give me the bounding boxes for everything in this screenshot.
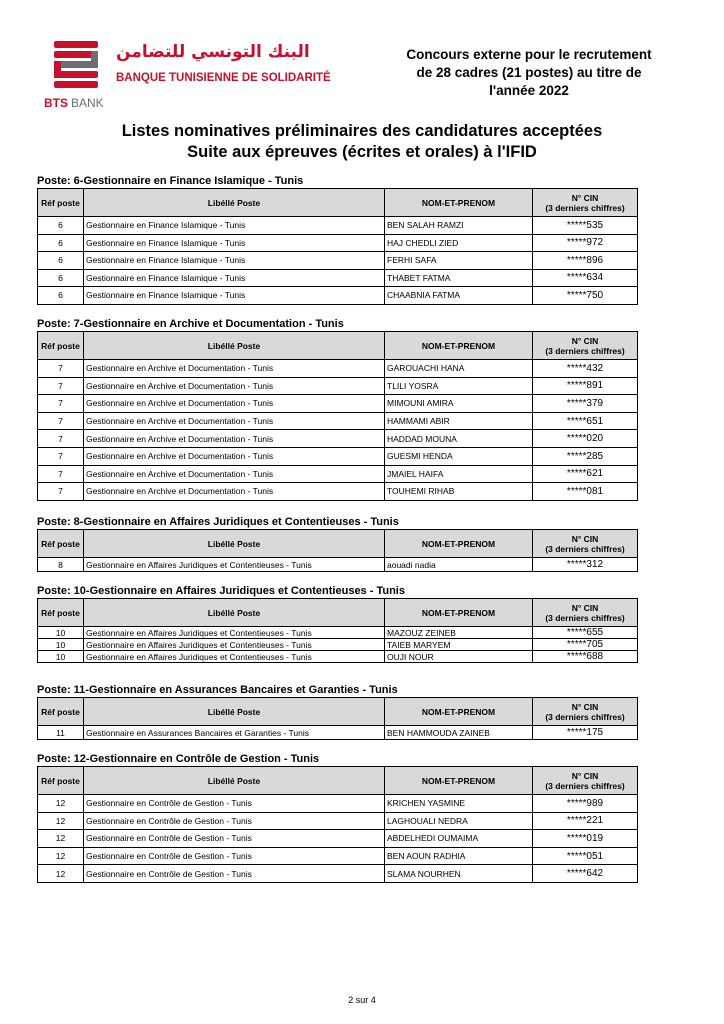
cell-ref-poste: 12: [38, 847, 84, 865]
candidates-table: [37, 697, 638, 740]
column-header-cin-line-1: N° CIN: [571, 533, 599, 544]
cell-cin: *****432: [533, 360, 638, 378]
candidates-table: [37, 188, 638, 305]
column-header-cin-line-2: (3 derniers chiffres): [545, 612, 625, 623]
column-header-libelle: Libéllé Poste: [84, 767, 385, 795]
cell-libelle-poste: Gestionnaire en Assurances Bancaires et Garanties - Tunis: [84, 726, 385, 740]
cell-nom-prenom: CHAABNIA FATMA: [385, 287, 533, 305]
poste-title: Poste: 10-Gestionnaire en Affaires Juridiques et Contentieuses - Tunis: [37, 585, 405, 597]
column-header-libelle: Libéllé Poste: [84, 332, 385, 360]
column-header-cin: [533, 189, 638, 217]
column-header-cin: [533, 599, 638, 627]
cell-cin: *****020: [533, 430, 638, 448]
cell-nom-prenom: LAGHOUALI NEDRA: [385, 812, 533, 830]
cell-cin: *****312: [533, 558, 638, 572]
cell-libelle-poste: Gestionnaire en Finance Islamique - Tunis: [84, 287, 385, 305]
column-header-cin: [533, 698, 638, 726]
column-header-ref: Réf poste: [38, 599, 84, 627]
cell-cin: *****081: [533, 483, 638, 501]
concours-line-1: Concours externe pour le recrutement: [406, 47, 652, 62]
column-header-ref: Réf poste: [38, 189, 84, 217]
table-row: [38, 377, 638, 395]
cell-cin: *****750: [533, 287, 638, 305]
table-row: [38, 269, 638, 287]
table-row: [38, 795, 638, 813]
column-header-nom: NOM-ET-PRENOM: [385, 599, 533, 627]
cell-cin: *****019: [533, 830, 638, 848]
column-header-libelle: Libéllé Poste: [84, 698, 385, 726]
poste-title: Poste: 6-Gestionnaire en Finance Islamique - Tunis: [37, 175, 304, 187]
table-row: [38, 412, 638, 430]
cell-libelle-poste: Gestionnaire en Finance Islamique - Tunis: [84, 234, 385, 252]
cell-ref-poste: 12: [38, 830, 84, 848]
poste-section: [37, 174, 637, 305]
cell-nom-prenom: GUESMI HENDA: [385, 447, 533, 465]
cell-nom-prenom: KRICHEN YASMINE: [385, 795, 533, 813]
cell-libelle-poste: Gestionnaire en Archive et Documentation - Tunis: [84, 360, 385, 378]
cell-nom-prenom: TAIEB MARYEM: [385, 639, 533, 651]
cell-ref-poste: 7: [38, 447, 84, 465]
candidates-table: [37, 529, 638, 572]
table-row: [38, 830, 638, 848]
page-number: 2 sur 4: [348, 995, 376, 1005]
cell-nom-prenom: SLAMA NOURHEN: [385, 865, 533, 883]
column-header-cin: [533, 530, 638, 558]
logo-bts-bank: [44, 96, 104, 110]
table-row: [38, 812, 638, 830]
column-header-cin-line-2: (3 derniers chiffres): [545, 543, 625, 554]
table-row: [38, 639, 638, 651]
table-row: [38, 483, 638, 501]
table-row: [38, 627, 638, 639]
poste-title: Poste: 8-Gestionnaire en Affaires Juridiques et Contentieuses - Tunis: [37, 516, 399, 528]
document-title-line-1: Listes nominatives préliminaires des candidatures acceptées: [121, 122, 603, 140]
cell-cin: *****989: [533, 795, 638, 813]
cell-cin: *****379: [533, 395, 638, 413]
column-header-libelle: Libéllé Poste: [84, 189, 385, 217]
table-row: [38, 447, 638, 465]
cell-nom-prenom: HADDAD MOUNA: [385, 430, 533, 448]
cell-libelle-poste: Gestionnaire en Affaires Juridiques et Contentieuses - Tunis: [84, 558, 385, 572]
column-header-cin-line-1: N° CIN: [571, 602, 599, 613]
cell-libelle-poste: Gestionnaire en Contrôle de Gestion - Tunis: [84, 812, 385, 830]
table-row: [38, 234, 638, 252]
cell-cin: *****896: [533, 252, 638, 270]
poste-title: Poste: 12-Gestionnaire en Contrôle de Gestion - Tunis: [37, 753, 320, 765]
cell-cin: *****655: [533, 627, 638, 639]
cell-ref-poste: 7: [38, 430, 84, 448]
table-row: [38, 465, 638, 483]
table-row: [38, 287, 638, 305]
cell-ref-poste: 6: [38, 287, 84, 305]
cell-libelle-poste: Gestionnaire en Archive et Documentation - Tunis: [84, 377, 385, 395]
table-row: [38, 651, 638, 663]
column-header-ref: Réf poste: [38, 767, 84, 795]
cell-cin: *****634: [533, 269, 638, 287]
cell-nom-prenom: MAZOUZ ZEINEB: [385, 627, 533, 639]
cell-cin: *****285: [533, 447, 638, 465]
cell-ref-poste: 10: [38, 651, 84, 663]
cell-libelle-poste: Gestionnaire en Archive et Documentation - Tunis: [84, 483, 385, 501]
cell-cin: *****621: [533, 465, 638, 483]
table-row: [38, 430, 638, 448]
cell-libelle-poste: Gestionnaire en Archive et Documentation - Tunis: [84, 412, 385, 430]
table-row: [38, 360, 638, 378]
cell-nom-prenom: aouadi nadia: [385, 558, 533, 572]
cell-nom-prenom: OUJI NOUR: [385, 651, 533, 663]
table-header-row: [38, 767, 638, 795]
logo-arabic-text: البنك التونسي للتضامن: [116, 42, 310, 62]
cell-nom-prenom: BEN SALAH RAMZI: [385, 217, 533, 235]
candidates-table: [37, 598, 638, 663]
cell-libelle-poste: Gestionnaire en Contrôle de Gestion - Tunis: [84, 830, 385, 848]
cell-nom-prenom: JMAIEL HAIFA: [385, 465, 533, 483]
cell-cin: *****651: [533, 412, 638, 430]
column-header-cin-line-2: (3 derniers chiffres): [545, 345, 625, 356]
cell-libelle-poste: Gestionnaire en Affaires Juridiques et Contentieuses - Tunis: [84, 639, 385, 651]
column-header-nom: NOM-ET-PRENOM: [385, 698, 533, 726]
cell-libelle-poste: Gestionnaire en Archive et Documentation - Tunis: [84, 395, 385, 413]
cell-libelle-poste: Gestionnaire en Archive et Documentation - Tunis: [84, 430, 385, 448]
cell-ref-poste: 7: [38, 377, 84, 395]
cell-ref-poste: 10: [38, 639, 84, 651]
concours-heading: [378, 46, 680, 100]
cell-libelle-poste: Gestionnaire en Archive et Documentation - Tunis: [84, 447, 385, 465]
column-header-ref: Réf poste: [38, 332, 84, 360]
table-row: [38, 217, 638, 235]
cell-cin: *****705: [533, 639, 638, 651]
document-title-line-2: Suite aux épreuves (écrites et orales) à l'IFID: [187, 143, 537, 161]
cell-ref-poste: 7: [38, 360, 84, 378]
logo-bank-text: BANK: [71, 96, 104, 110]
column-header-ref: Réf poste: [38, 530, 84, 558]
column-header-nom: NOM-ET-PRENOM: [385, 767, 533, 795]
logo-bts-text: BTS: [44, 96, 68, 110]
poste-title: Poste: 11-Gestionnaire en Assurances Bancaires et Garanties - Tunis: [37, 684, 398, 696]
table-header-row: [38, 530, 638, 558]
cell-libelle-poste: Gestionnaire en Finance Islamique - Tunis: [84, 252, 385, 270]
cell-ref-poste: 7: [38, 412, 84, 430]
cell-cin: *****051: [533, 847, 638, 865]
table-row: [38, 395, 638, 413]
cell-nom-prenom: FERHI SAFA: [385, 252, 533, 270]
cell-ref-poste: 12: [38, 865, 84, 883]
candidates-table: [37, 331, 638, 501]
column-header-cin: [533, 332, 638, 360]
cell-nom-prenom: HAJ CHEDLI ZIED: [385, 234, 533, 252]
cell-libelle-poste: Gestionnaire en Contrôle de Gestion - Tunis: [84, 795, 385, 813]
cell-cin: *****642: [533, 865, 638, 883]
poste-section: [37, 752, 637, 883]
poste-section: [37, 515, 637, 572]
cell-ref-poste: 7: [38, 465, 84, 483]
column-header-cin-line-1: N° CIN: [571, 192, 599, 203]
cell-cin: *****175: [533, 726, 638, 740]
cell-ref-poste: 6: [38, 234, 84, 252]
document-title: [0, 121, 724, 163]
table-header-row: [38, 189, 638, 217]
cell-cin: *****688: [533, 651, 638, 663]
cell-libelle-poste: Gestionnaire en Archive et Documentation - Tunis: [84, 465, 385, 483]
cell-ref-poste: 12: [38, 812, 84, 830]
cell-libelle-poste: Gestionnaire en Contrôle de Gestion - Tunis: [84, 847, 385, 865]
cell-cin: *****972: [533, 234, 638, 252]
table-header-row: [38, 599, 638, 627]
bts-logo-mark-icon: [54, 41, 98, 93]
column-header-cin-line-2: (3 derniers chiffres): [545, 780, 625, 791]
column-header-cin-line-2: (3 derniers chiffres): [545, 711, 625, 722]
cell-nom-prenom: ABDELHEDI OUMAIMA: [385, 830, 533, 848]
cell-ref-poste: 6: [38, 217, 84, 235]
poste-section: [37, 683, 637, 740]
column-header-nom: NOM-ET-PRENOM: [385, 189, 533, 217]
table-row: [38, 726, 638, 740]
cell-ref-poste: 6: [38, 252, 84, 270]
concours-line-3: l'année 2022: [489, 83, 569, 98]
cell-libelle-poste: Gestionnaire en Affaires Juridiques et Contentieuses - Tunis: [84, 651, 385, 663]
column-header-cin-line-2: (3 derniers chiffres): [545, 202, 625, 213]
cell-ref-poste: 7: [38, 483, 84, 501]
table-header-row: [38, 332, 638, 360]
cell-nom-prenom: GAROUACHI HANA: [385, 360, 533, 378]
cell-ref-poste: 6: [38, 269, 84, 287]
cell-cin: *****221: [533, 812, 638, 830]
cell-nom-prenom: HAMMAMI ABIR: [385, 412, 533, 430]
cell-ref-poste: 10: [38, 627, 84, 639]
column-header-cin: [533, 767, 638, 795]
cell-ref-poste: 8: [38, 558, 84, 572]
column-header-ref: Réf poste: [38, 698, 84, 726]
cell-nom-prenom: TLILI YOSRA: [385, 377, 533, 395]
cell-ref-poste: 11: [38, 726, 84, 740]
cell-cin: *****535: [533, 217, 638, 235]
poste-title: Poste: 7-Gestionnaire en Archive et Documentation - Tunis: [37, 318, 344, 330]
cell-libelle-poste: Gestionnaire en Affaires Juridiques et Contentieuses - Tunis: [84, 627, 385, 639]
table-header-row: [38, 698, 638, 726]
column-header-libelle: Libéllé Poste: [84, 530, 385, 558]
bts-logo: [38, 38, 338, 113]
poste-section: [37, 317, 637, 501]
cell-libelle-poste: Gestionnaire en Finance Islamique - Tunis: [84, 269, 385, 287]
table-row: [38, 847, 638, 865]
column-header-cin-line-1: N° CIN: [571, 335, 599, 346]
column-header-nom: NOM-ET-PRENOM: [385, 332, 533, 360]
concours-line-2: de 28 cadres (21 postes) au titre de: [416, 65, 642, 80]
cell-cin: *****891: [533, 377, 638, 395]
cell-nom-prenom: BEN AOUN RADHIA: [385, 847, 533, 865]
cell-libelle-poste: Gestionnaire en Contrôle de Gestion - Tunis: [84, 865, 385, 883]
table-row: [38, 865, 638, 883]
cell-nom-prenom: MIMOUNI AMIRA: [385, 395, 533, 413]
cell-nom-prenom: TOUHEMI RIHAB: [385, 483, 533, 501]
cell-ref-poste: 12: [38, 795, 84, 813]
table-row: [38, 252, 638, 270]
cell-nom-prenom: THABET FATMA: [385, 269, 533, 287]
cell-ref-poste: 7: [38, 395, 84, 413]
table-row: [38, 558, 638, 572]
column-header-cin-line-1: N° CIN: [571, 701, 599, 712]
candidates-table: [37, 766, 638, 883]
column-header-nom: NOM-ET-PRENOM: [385, 530, 533, 558]
logo-french-text: BANQUE TUNISIENNE DE SOLIDARITÉ: [116, 72, 331, 84]
column-header-libelle: Libéllé Poste: [84, 599, 385, 627]
poste-section: [37, 584, 637, 663]
cell-libelle-poste: Gestionnaire en Finance Islamique - Tunis: [84, 217, 385, 235]
column-header-cin-line-1: N° CIN: [571, 770, 599, 781]
cell-nom-prenom: BEN HAMMOUDA ZAINEB: [385, 726, 533, 740]
